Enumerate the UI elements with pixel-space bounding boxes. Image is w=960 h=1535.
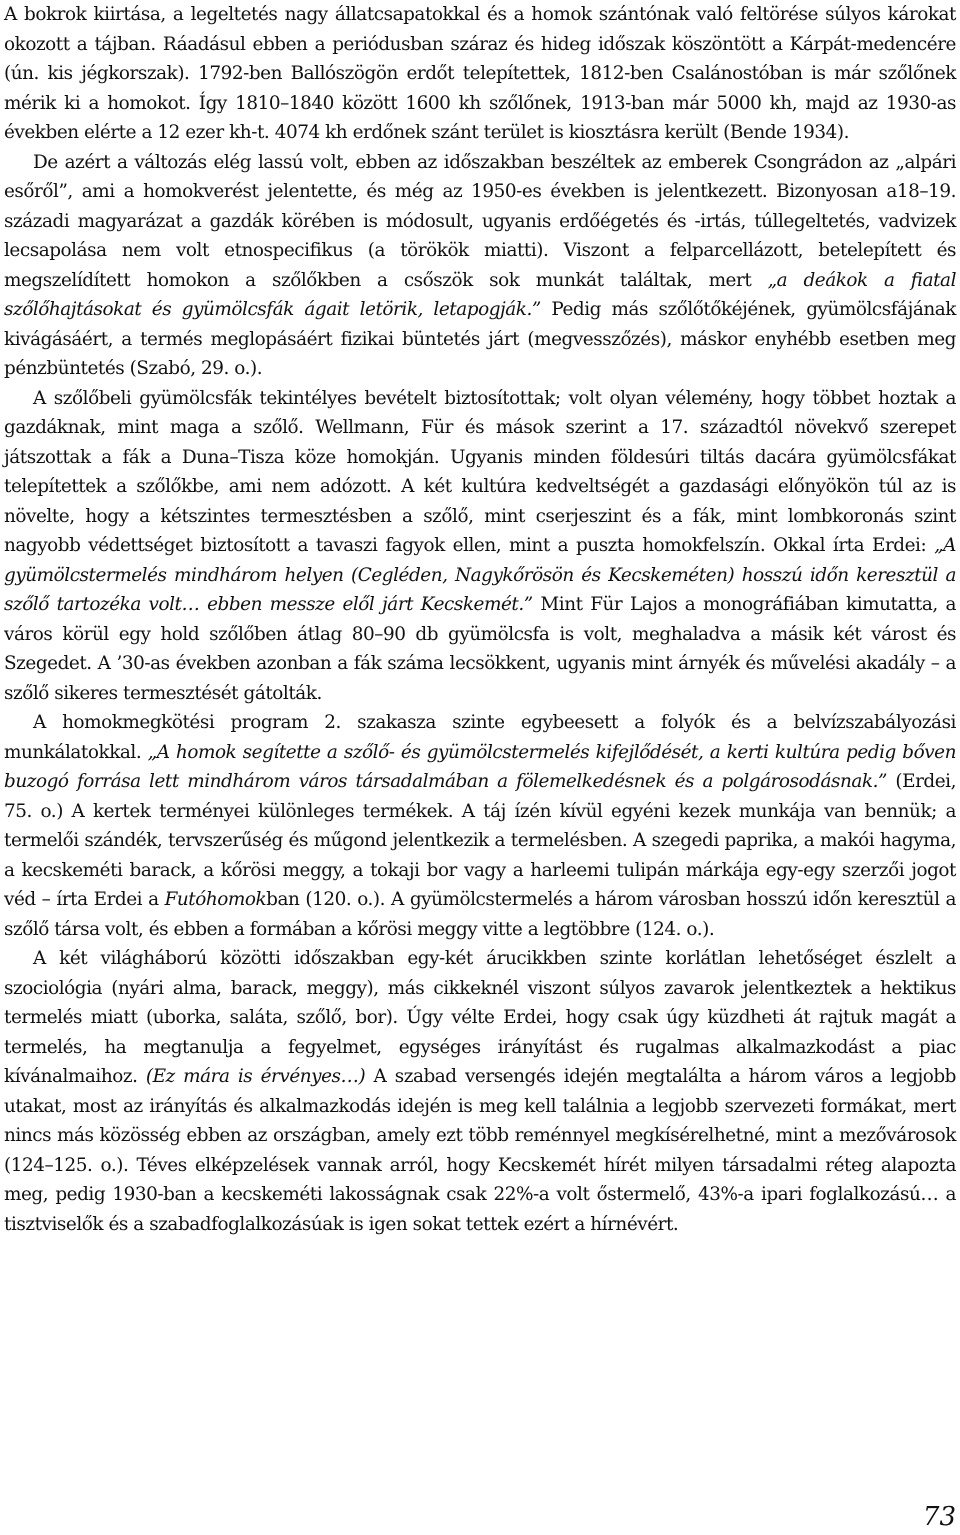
page-body (4, 0, 956, 1239)
text-run: A szabad versengés idején megtalálta a három város a legjobb utakat, most az irányítás és alkalmazkodás idején is meg kell találnia a legjobb szervezeti formákat, mert nincs más közösség ebben az országban, amely ezt több reménnyel megkísérelhetné, mint a mezővárosok (124–125. o.). Téves elképzelések vannak arról, hogy Kecskemét hírét milyen társadalmi réteg alapozta meg, pedig 1930-ban a kecskeméti lakosságnak csak 22%-a volt őstermelő, 43%-a ipari foglalkozású… a tisztviselők és a szabadfoglalkozásúak is igen sokat tettek ezért a hírnévért. (4, 1066, 956, 1235)
text-run: A bokrok kiirtása, a legeltetés nagy állatcsapatokkal és a homok szántónak való feltörése súlyos károkat okozott a tájban. Ráadásul ebben a periódusban száraz és hideg időszak köszöntött a Kárpát-medencére (ún. kis jégkorszak). 1792-ben Ballószögön erdőt telepítettek, 1812-ben Csalánostóban is már szőlőnek mérik ki a homokot. Így 1810–1840 között 1600 kh szőlőnek, 1913-ban már 5000 kh, majd az 1930-as években elérte a 12 ezer kh-t. 4074 kh erdőnek szánt terület is kiosztásra került (Bende 1934). (4, 4, 956, 143)
text-run: De azért a változás elég lassú volt, ebben az időszakban beszéltek az emberek Csongrádon az „alpári esőről”, ami a homokverést jelentette, és még az 1950-es években is jelentkezett. Bizonyosan a18–19. századi magyarázat a gazdák körében is módosult, ugyanis erdőégetés és -irtás, túllegeltetés, vadvizek lecsapolása nem volt etnospecifikus (a törökök miatti). Viszont a felparcellázott, betelepített és megszelídített homokon a szőlőkben a csőszök sok munkát találtak, mert (4, 151, 956, 291)
italic-quote: „A homok segítette a szőlő- és gyümölcstermelés kifejlődését, a kerti kultúra pedig bőven buzogó forrása lett mindhárom város társadalmában a fölemelkedésnek és a polgárosodásnak.” (4, 741, 956, 792)
text-run: A homokmegkötési program 2. szakasza szinte egybeesett a folyók és a belvízszabályozási munkálatokkal. (4, 712, 956, 763)
italic-quote: Futóhomok (164, 889, 267, 910)
paragraph-2 (4, 148, 956, 384)
paragraph-1 (4, 0, 956, 148)
text-run: A szőlőbeli gyümölcsfák tekintélyes bevételt biztosítottak; volt olyan vélemény, hogy többet hoztak a gazdáknak, mint maga a szőlő. Wellmann, Für és mások szerint a 17. századtól növekvő szerepet játszottak a fák a Duna–Tisza köze homokján. Ugyanis minden földesúri tiltás dacára gyümölcsfákat telepítettek a szőlőkbe, ami nem adózott. A két kultúra kedveltségét a gazdasági előnyökön túl az is növelte, hogy a kétszintes termesztésben a szőlő, mint cserjeszint és a fák, mint lombkoronás szint nagyobb védettséget biztosított a tavaszi fagyok ellen, mint a puszta homokfelszín. Okkal írta Erdei: (4, 387, 956, 556)
text-run: (Erdei, 75. o.) A kertek terményei különleges termékek. A táj ízén kívül egyéni kezek munkája van bennük; a termelői szándék, tervszerűség és műgond jelentkezik a termelésben. A szegedi paprika, a makói hagyma, a kecskeméti barack, a kőrösi meggy, a tokaji bor vagy a harleemi tulipán márkája egy-egy szerzői jogot véd – írta Erdei a (4, 771, 956, 910)
page-number: 73 (922, 1502, 956, 1532)
text-run: A két világháború közötti időszakban egy-két árucikkben szinte korlátlan lehetőséget észlelt a szociológia (nyári alma, barack, meggy), más cikkeknél viszont súlyos zavarok jelentkeztek a hektikus termelés miatt (uborka, saláta, szőlő, bor). Úgy vélte Erdei, hogy csak úgy küzdheti át rajtuk magát a termelés, ha megtanulja a fegyelmet, egységes irányítást és rugalmas alkalmazkodást a piac kívánalmaihoz. (4, 948, 956, 1087)
paragraph-4 (4, 708, 956, 944)
italic-quote: „A gyümölcstermelés mindhárom helyen (Cegléden, Nagykőrösön és Kecskeméten) hosszú időn keresztül a szőlő tartozéka volt… ebben messze elől járt Kecskemét.” (4, 535, 956, 615)
italic-quote: „a deákok a fiatal szőlőhajtásokat és gyümölcsfák ágait letörik, letapogják.” (4, 269, 956, 320)
paragraph-5 (4, 944, 956, 1239)
paragraph-3 (4, 384, 956, 709)
text-run: Pedig más szőlőtőkéjének, gyümölcsfájának kivágásáért, a termés meglopásáért fizikai büntetés járt (megvesszőzés), máskor enyhébb esetben meg pénzbüntetés (Szabó, 29. o.). (4, 299, 956, 379)
text-run: Mint Für Lajos a monográfiában kimutatta, a város körül egy hold szőlőben átlag 80–90 db gyümölcsfa is volt, meghaladva a másik két várost és Szegedet. A ’30-as években azonban a fák száma lecsökkent, ugyanis mint árnyék és művelési akadály – a szőlő sikeres termesztését gátolták. (4, 594, 956, 704)
italic-quote: (Ez mára is érvényes…) (145, 1066, 366, 1087)
text-run: ban (120. o.). A gyümölcstermelés a három városban hosszú időn keresztül a szőlő társa volt, és ebben a formában a kőrösi meggy vitte a legtöbbre (124. o.). (4, 889, 957, 940)
